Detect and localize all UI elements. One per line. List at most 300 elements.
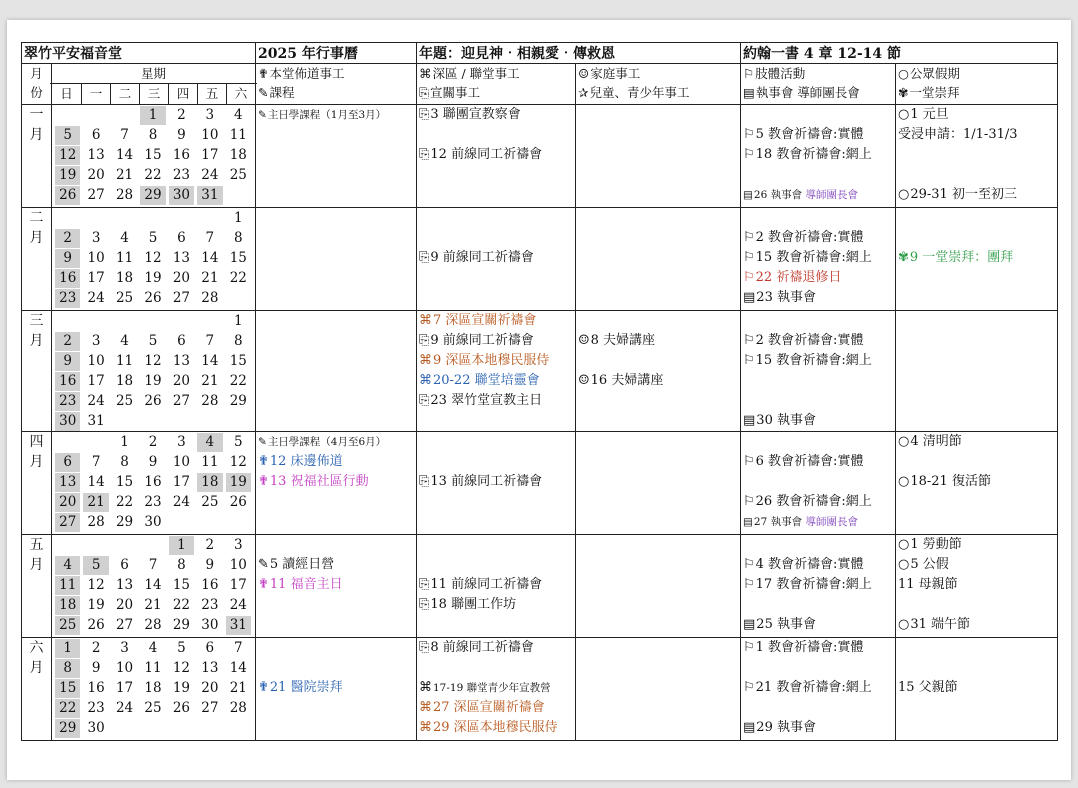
ministry-entry bbox=[258, 208, 414, 228]
circle-icon: ○ bbox=[898, 66, 909, 81]
district-entry bbox=[419, 432, 573, 452]
day-cell: 2 bbox=[205, 537, 215, 553]
ministry-entry bbox=[258, 228, 414, 248]
district-entry bbox=[419, 452, 573, 472]
circle-icon: ○ bbox=[898, 434, 910, 449]
smiley-icon: ☺ bbox=[578, 66, 590, 81]
ministry-entry bbox=[258, 512, 414, 532]
day-cell: 12 bbox=[172, 660, 191, 676]
day-cell: 3 bbox=[233, 537, 243, 553]
month-char: 六 bbox=[29, 640, 44, 656]
body-entry bbox=[743, 105, 893, 125]
month-row bbox=[22, 432, 1058, 535]
district-entry bbox=[419, 331, 573, 351]
holiday-cell bbox=[896, 638, 1058, 741]
month-label bbox=[22, 208, 52, 311]
body-text: 22 祈禱退修日 bbox=[755, 270, 842, 285]
day-cell: 19 bbox=[226, 473, 251, 492]
day-cell: 21 bbox=[144, 597, 162, 613]
holiday-entry bbox=[898, 555, 1055, 575]
pencil-icon: ✎ bbox=[258, 85, 269, 100]
month-char: 四 bbox=[29, 434, 44, 450]
body-text: 18 教會祈禱會:網上 bbox=[755, 147, 872, 162]
month-char: 五 bbox=[29, 537, 44, 553]
day-cell: 31 bbox=[87, 413, 105, 429]
family-entry bbox=[578, 105, 738, 125]
holiday-entry bbox=[898, 658, 1055, 678]
ministry-text: 5 讀經日營 bbox=[269, 557, 335, 572]
ministry-entry bbox=[258, 638, 414, 658]
day-cell: 4 bbox=[120, 333, 129, 349]
day-cell bbox=[197, 412, 222, 431]
theme-verse: 約翰一書 4 章 12-14 節 bbox=[741, 43, 1058, 64]
holiday-text: 9 一堂崇拜：團拜 bbox=[909, 250, 1014, 265]
day-cell: 16 bbox=[87, 680, 105, 696]
body-entry bbox=[743, 512, 893, 532]
day-cell: 1 bbox=[233, 210, 243, 226]
body-text: 15 教會祈禱會:網上 bbox=[755, 353, 872, 368]
document-icon: ⎘ bbox=[419, 107, 430, 122]
holiday-entry bbox=[898, 371, 1055, 391]
day-cell: 29 bbox=[140, 186, 165, 205]
day-cell: 19 bbox=[55, 166, 80, 185]
day-cell bbox=[169, 719, 194, 738]
day-cell bbox=[55, 209, 80, 228]
pencil-icon: ✎ bbox=[258, 109, 267, 121]
day-cell bbox=[226, 412, 251, 431]
body-col-header: ⚐肢體活動 ▤執事會 導師團長會 bbox=[741, 64, 896, 105]
month-days bbox=[52, 638, 256, 741]
body-text: 15 教會祈禱會:網上 bbox=[755, 250, 872, 265]
body-text: 25 執事會 bbox=[756, 617, 816, 632]
holiday-text: 29-31 初一至初三 bbox=[910, 187, 1017, 202]
day-cell bbox=[169, 312, 194, 331]
body-entry bbox=[743, 432, 893, 452]
day-cell: 9 bbox=[55, 249, 80, 268]
day-cell: 24 bbox=[87, 393, 105, 409]
day-cell: 17 bbox=[229, 577, 247, 593]
flag-icon: ⚐ bbox=[743, 66, 755, 81]
ministry-text: 13 祝福社區行動 bbox=[269, 474, 369, 489]
body-entry bbox=[743, 718, 893, 738]
body-text: 2 教會祈禱會:實體 bbox=[755, 230, 864, 245]
day-cell: 7 bbox=[205, 333, 215, 349]
day-cell: 10 bbox=[87, 353, 105, 369]
district-entry bbox=[419, 105, 573, 125]
day-cell bbox=[140, 412, 165, 431]
day-cell: 17 bbox=[87, 373, 105, 389]
ministry-entry bbox=[258, 268, 414, 288]
district-entry bbox=[419, 228, 573, 248]
holiday-entry bbox=[898, 228, 1055, 248]
ledger-icon: ▤ bbox=[743, 85, 755, 100]
day-cell: 28 bbox=[87, 514, 105, 530]
body-entry bbox=[743, 311, 893, 331]
day-cell: 25 bbox=[201, 494, 219, 510]
body-entry bbox=[743, 391, 893, 411]
day-cell: 23 bbox=[87, 700, 105, 716]
month-days bbox=[52, 208, 256, 311]
holiday-entry bbox=[898, 472, 1055, 492]
day-cell: 14 bbox=[115, 147, 134, 163]
body-text: 2 教會祈禱會:實體 bbox=[755, 333, 864, 348]
body-cell bbox=[741, 208, 896, 311]
month-char: 月 bbox=[29, 333, 44, 349]
family-entry bbox=[578, 432, 738, 452]
holiday-cell bbox=[896, 432, 1058, 535]
district-entry bbox=[419, 391, 573, 411]
cross-icon: ✟ bbox=[258, 680, 269, 695]
body-entry bbox=[743, 535, 893, 555]
circle-icon: ○ bbox=[898, 537, 910, 552]
cross-icon: ✟ bbox=[258, 474, 269, 489]
day-cell bbox=[83, 312, 108, 331]
day-cell: 17 bbox=[201, 147, 219, 163]
ministry-entry bbox=[258, 472, 414, 492]
day-cell bbox=[226, 719, 251, 738]
month-char: 月 bbox=[29, 127, 44, 143]
day-cell: 2 bbox=[91, 640, 101, 656]
day-cell: 28 bbox=[201, 393, 219, 409]
body-text: 6 教會祈禱會:實體 bbox=[755, 454, 864, 469]
holiday-entry bbox=[898, 391, 1055, 411]
day-cell: 27 bbox=[201, 700, 219, 716]
district-cell bbox=[417, 432, 576, 535]
district-text: 20-22 聯堂培靈會 bbox=[433, 373, 540, 388]
holiday-entry bbox=[898, 698, 1055, 718]
flag-icon: ⚐ bbox=[743, 230, 755, 245]
family-entry bbox=[578, 555, 738, 575]
day-cell: 5 bbox=[177, 640, 186, 656]
day-cell: 30 bbox=[55, 412, 80, 431]
district-text: 11 前線同工祈禱會 bbox=[430, 577, 543, 592]
district-text: 7 深區宣關祈禱會 bbox=[433, 313, 537, 328]
day-cell: 21 bbox=[201, 373, 219, 389]
flag-icon: ⚐ bbox=[743, 557, 755, 572]
month-label bbox=[22, 638, 52, 741]
ministry-entry bbox=[258, 615, 414, 635]
holiday-entry bbox=[898, 145, 1055, 165]
day-cell: 5 bbox=[233, 434, 243, 450]
family-entry bbox=[578, 268, 738, 288]
holiday-text: 18-21 復活節 bbox=[910, 474, 991, 489]
day-cell: 28 bbox=[115, 187, 134, 203]
holiday-entry bbox=[898, 432, 1055, 452]
document-icon: ⎘ bbox=[419, 333, 430, 348]
flag-icon: ⚐ bbox=[743, 680, 755, 695]
day-cell: 24 bbox=[229, 597, 247, 613]
day-cell bbox=[83, 106, 108, 125]
holiday-entry bbox=[898, 248, 1055, 268]
day-cell: 26 bbox=[144, 393, 162, 409]
holiday-text: 15 父親節 bbox=[898, 680, 958, 695]
flag-icon: ⚐ bbox=[743, 494, 755, 509]
day-cell: 3 bbox=[91, 230, 101, 246]
day-cell: 12 bbox=[144, 250, 162, 266]
day-cell: 15 bbox=[229, 353, 247, 369]
day-grid bbox=[54, 311, 253, 431]
body-entry bbox=[743, 452, 893, 472]
month-days bbox=[52, 311, 256, 432]
ministry-entry bbox=[258, 311, 414, 331]
body-entry bbox=[743, 371, 893, 391]
ministry-cell bbox=[256, 208, 417, 311]
district-cell bbox=[417, 105, 576, 208]
day-cell bbox=[169, 412, 194, 431]
body-text: 27 執事會 bbox=[753, 516, 806, 528]
smiley-icon: ☺ bbox=[578, 373, 590, 388]
day-cell: 25 bbox=[229, 167, 247, 183]
district-entry bbox=[419, 351, 573, 371]
holiday-entry bbox=[898, 492, 1055, 512]
body-entry bbox=[743, 638, 893, 658]
body-entry bbox=[743, 658, 893, 678]
body-entry bbox=[743, 351, 893, 371]
day-cell: 16 bbox=[55, 372, 80, 391]
ministry-cell bbox=[256, 638, 417, 741]
weekday-names bbox=[52, 84, 255, 104]
ministry-col-header: ✟本堂佈道事工 ✎課程 bbox=[256, 64, 417, 105]
body-entry bbox=[743, 678, 893, 698]
weekday-label: 星期 bbox=[50, 64, 257, 84]
day-cell: 26 bbox=[172, 700, 191, 716]
day-cell bbox=[197, 209, 222, 228]
holiday-col-header: ○公眾假期 ✾一堂崇拜 bbox=[896, 64, 1058, 105]
family-cell bbox=[576, 208, 741, 311]
ministry-entry bbox=[258, 595, 414, 615]
family-entry bbox=[578, 331, 738, 351]
body-entry bbox=[743, 555, 893, 575]
body-entry bbox=[743, 698, 893, 718]
month-rows bbox=[22, 105, 1058, 741]
body-entry bbox=[743, 165, 893, 185]
document-icon: ⎘ bbox=[419, 250, 430, 265]
day-cell: 14 bbox=[87, 474, 105, 490]
district-entry bbox=[419, 185, 573, 205]
day-cell: 23 bbox=[172, 167, 191, 183]
ministry-cell bbox=[256, 535, 417, 638]
district-entry bbox=[419, 371, 573, 391]
day-cell: 23 bbox=[201, 597, 219, 613]
family-entry bbox=[578, 535, 738, 555]
month-label bbox=[22, 105, 52, 208]
holiday-entry bbox=[898, 165, 1055, 185]
day-cell: 7 bbox=[120, 127, 129, 143]
ministry-entry bbox=[258, 535, 414, 555]
district-text: 9 前線同工祈禱會 bbox=[430, 333, 534, 348]
day-cell: 13 bbox=[115, 577, 134, 593]
day-cell bbox=[112, 312, 137, 331]
ministry-entry bbox=[258, 105, 414, 125]
day-cell: 29 bbox=[172, 617, 191, 633]
holiday-entry bbox=[898, 678, 1055, 698]
family-entry bbox=[578, 718, 738, 738]
district-entry bbox=[419, 268, 573, 288]
day-cell: 19 bbox=[144, 373, 162, 389]
title-row bbox=[22, 43, 1058, 64]
day-cell: 25 bbox=[115, 290, 134, 306]
ministry-entry bbox=[258, 371, 414, 391]
holiday-cell bbox=[896, 311, 1058, 432]
body-text: 1 教會祈禱會:實體 bbox=[755, 640, 864, 655]
month-col-header: 月 份 bbox=[22, 64, 52, 105]
body-text: 17 教會祈禱會:網上 bbox=[755, 577, 872, 592]
day-cell bbox=[112, 412, 137, 431]
day-cell: 11 bbox=[229, 127, 247, 143]
day-grid bbox=[54, 208, 253, 308]
pencil-icon: ✎ bbox=[258, 436, 267, 448]
day-cell: 10 bbox=[201, 127, 219, 143]
day-cell: 24 bbox=[115, 700, 134, 716]
family-cell bbox=[576, 638, 741, 741]
day-cell: 4 bbox=[197, 433, 222, 452]
month-row bbox=[22, 208, 1058, 311]
day-cell: 1 bbox=[120, 434, 129, 450]
holiday-entry bbox=[898, 125, 1055, 145]
day-cell: 5 bbox=[55, 126, 80, 145]
body-cell bbox=[741, 638, 896, 741]
holiday-cell bbox=[896, 535, 1058, 638]
ledger-icon: ▤ bbox=[743, 617, 756, 632]
family-entry bbox=[578, 658, 738, 678]
holiday-text: 31 端午節 bbox=[910, 617, 971, 632]
day-cell: 24 bbox=[87, 290, 105, 306]
holiday-text: 4 清明節 bbox=[910, 434, 962, 449]
day-cell bbox=[83, 536, 108, 555]
day-cell bbox=[169, 209, 194, 228]
month-char: 月 bbox=[29, 454, 44, 470]
day-cell: 27 bbox=[172, 393, 191, 409]
district-entry bbox=[419, 288, 573, 308]
district-entry bbox=[419, 165, 573, 185]
ministry-cell bbox=[256, 105, 417, 208]
month-char: 三 bbox=[29, 313, 44, 329]
body-entry bbox=[743, 575, 893, 595]
day-cell: 8 bbox=[177, 557, 186, 573]
day-cell bbox=[55, 312, 80, 331]
flag-icon: ⚐ bbox=[743, 127, 755, 142]
family-entry bbox=[578, 371, 738, 391]
day-cell: 4 bbox=[233, 107, 243, 123]
day-cell: 13 bbox=[201, 660, 219, 676]
day-cell: 22 bbox=[55, 699, 80, 718]
day-cell: 17 bbox=[172, 474, 191, 490]
holiday-entry bbox=[898, 351, 1055, 371]
day-cell: 27 bbox=[87, 187, 105, 203]
day-cell: 21 bbox=[115, 167, 134, 183]
day-cell: 14 bbox=[201, 250, 219, 266]
day-cell: 27 bbox=[115, 617, 134, 633]
day-grid bbox=[54, 432, 253, 532]
day-cell: 4 bbox=[55, 556, 80, 575]
district-text: 13 前線同工祈禱會 bbox=[430, 474, 543, 489]
family-entry bbox=[578, 288, 738, 308]
family-entry bbox=[578, 638, 738, 658]
family-entry bbox=[578, 595, 738, 615]
district-entry bbox=[419, 615, 573, 635]
family-entry bbox=[578, 228, 738, 248]
day-cell: 19 bbox=[87, 597, 105, 613]
day-cell bbox=[55, 433, 80, 452]
day-cell: 18 bbox=[115, 373, 134, 389]
flag-icon: ⚐ bbox=[743, 270, 755, 285]
family-entry bbox=[578, 698, 738, 718]
day-cell: 2 bbox=[55, 229, 80, 248]
district-text: 8 前線同工祈禱會 bbox=[430, 640, 534, 655]
day-grid bbox=[54, 535, 253, 635]
month-row bbox=[22, 311, 1058, 432]
circle-icon: ○ bbox=[898, 617, 910, 632]
day-cell: 6 bbox=[91, 127, 101, 143]
month-label bbox=[22, 432, 52, 535]
ministry-entry bbox=[258, 145, 414, 165]
day-cell: 1 bbox=[233, 313, 243, 329]
flag-icon: ⚐ bbox=[743, 147, 755, 162]
document-icon: ⎘ bbox=[419, 474, 430, 489]
holiday-entry bbox=[898, 268, 1055, 288]
holiday-entry bbox=[898, 331, 1055, 351]
ministry-entry bbox=[258, 492, 414, 512]
day-cell bbox=[169, 513, 194, 532]
ministry-entry bbox=[258, 248, 414, 268]
body-text: 23 執事會 bbox=[756, 290, 816, 305]
day-cell: 22 bbox=[172, 597, 191, 613]
body-cell bbox=[741, 311, 896, 432]
day-cell: 27 bbox=[55, 513, 80, 532]
ministry-entry bbox=[258, 351, 414, 371]
day-cell: 15 bbox=[144, 147, 162, 163]
day-cell: 7 bbox=[205, 230, 215, 246]
body-text: 4 教會祈禱會:實體 bbox=[755, 557, 864, 572]
district-entry bbox=[419, 472, 573, 492]
day-cell bbox=[226, 186, 251, 205]
day-cell: 5 bbox=[148, 333, 158, 349]
command-icon: ⌘ bbox=[419, 66, 432, 81]
body-entry bbox=[743, 268, 893, 288]
document-icon: ⎘ bbox=[419, 393, 430, 408]
day-cell: 18 bbox=[55, 596, 80, 615]
family-entry bbox=[578, 248, 738, 268]
day-cell: 25 bbox=[55, 616, 80, 635]
day-cell: 5 bbox=[148, 230, 158, 246]
ministry-text: 21 醫院崇拜 bbox=[269, 680, 343, 695]
body-entry bbox=[743, 228, 893, 248]
body-cell bbox=[741, 432, 896, 535]
ministry-cell bbox=[256, 311, 417, 432]
body-text: 26 教會祈禱會:網上 bbox=[755, 494, 872, 509]
holiday-entry bbox=[898, 311, 1055, 331]
day-cell bbox=[140, 536, 165, 555]
document-icon: ⎘ bbox=[419, 597, 430, 612]
ministry-entry bbox=[258, 678, 414, 698]
body-entry bbox=[743, 208, 893, 228]
district-entry bbox=[419, 125, 573, 145]
ministry-entry bbox=[258, 288, 414, 308]
ministry-text: 11 福音主日 bbox=[269, 577, 343, 592]
weekday-name: 二 bbox=[110, 84, 139, 104]
day-cell: 24 bbox=[172, 494, 191, 510]
day-cell: 13 bbox=[172, 250, 191, 266]
day-cell: 10 bbox=[115, 660, 134, 676]
family-entry bbox=[578, 145, 738, 165]
day-cell: 22 bbox=[229, 373, 247, 389]
day-cell: 15 bbox=[172, 577, 191, 593]
day-cell: 16 bbox=[201, 577, 219, 593]
day-cell: 11 bbox=[115, 353, 134, 369]
day-cell: 9 bbox=[177, 127, 186, 143]
day-cell: 14 bbox=[229, 660, 247, 676]
day-cell: 15 bbox=[55, 679, 80, 698]
